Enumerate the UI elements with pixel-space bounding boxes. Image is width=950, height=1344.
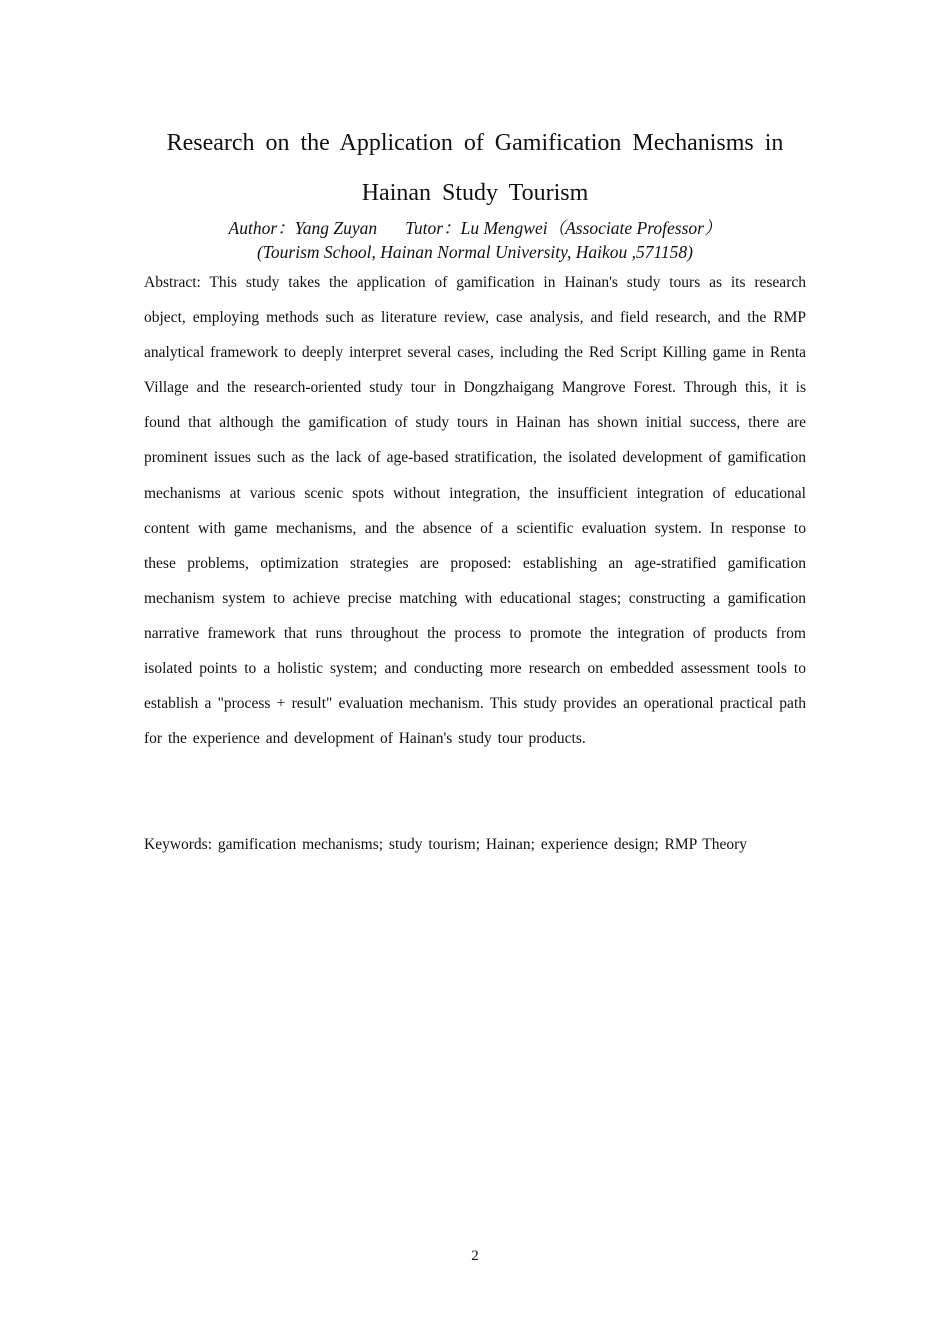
keywords-label: Keywords: xyxy=(144,836,213,853)
paper-title: Research on the Application of Gamification Mechanisms in Hainan Study Tourism xyxy=(166,130,784,206)
abstract-label: Abstract: xyxy=(144,274,201,291)
tutor-name: Lu Mengwei（Associate Professor） xyxy=(460,218,722,238)
page-number: 2 xyxy=(471,1248,479,1264)
byline xyxy=(140,216,810,264)
abstract-text: This study takes the application of gamification in Hainan's study tours as its research object, employing methods such as literature review, case analysis, and field research, and the RMP analytical framework to deeply interpret several cases, including the Red Script Killing game in Renta Village and the research-oriented study tour in Dongzhaigang Mangrove Forest. Through this, it is found that although the gamification of study tours in Hainan has shown initial success, there are prominent issues such as the lack of age-based stratification, the isolated development of gamification mechanisms at various scenic spots without integration, the insufficient integration of educational content with game mechanisms, and the absence of a scientific evaluation system. In response to these problems, optimization strategies are proposed: establishing an age-stratified gamification mechanism system to achieve precise matching with educational stages; constructing a gamification narrative framework that runs throughout the process to promote the integration of products from isolated points to a holistic system; and conducting more research on embedded assessment tools to establish a "process + result" evaluation mechanism. This study provides an operational practical path for the experience and development of Hainan's study tour products. xyxy=(144,274,807,748)
author-label: Author： xyxy=(228,218,295,238)
abstract xyxy=(144,265,806,756)
author-name: Yang Zuyan xyxy=(294,218,378,238)
keywords-text: gamification mechanisms; study tourism; Hainan; experience design; RMP Theory xyxy=(217,836,748,853)
author-line xyxy=(140,216,810,240)
keywords xyxy=(144,827,806,862)
affiliation: (Tourism School, Hainan Normal University, Haikou ,571158) xyxy=(256,242,694,262)
tutor-label: Tutor： xyxy=(405,218,461,238)
